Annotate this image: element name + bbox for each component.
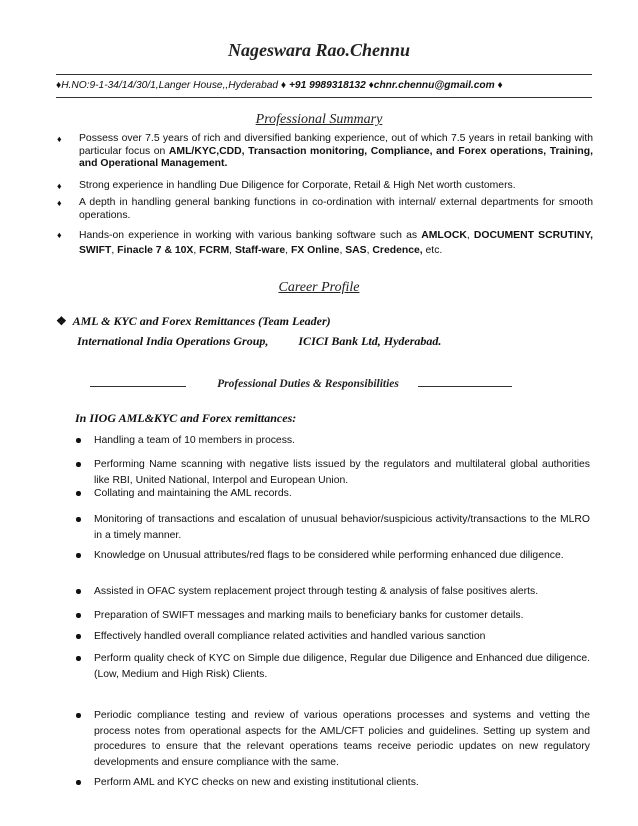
bullet-icon: [76, 656, 81, 661]
summary-title: Professional Summary: [255, 112, 383, 127]
summary-item: [57, 180, 597, 194]
diamond-bullet-icon: ♦: [57, 198, 62, 208]
summary-item: [57, 229, 597, 259]
summary-text: [79, 133, 593, 171]
bullet-icon: [76, 713, 81, 718]
t: Hands-on experience in working with various banking software such as: [79, 230, 422, 241]
contact-email: ♦chnr.chennu@gmail.com: [368, 80, 495, 91]
bullet-icon: [76, 589, 81, 594]
list-item-text: Collating and maintaining the AML records.: [94, 488, 292, 499]
career-title: Career Profile: [278, 280, 360, 295]
list-item-text: Effectively handled overall compliance related activities and handled various sanction: [94, 631, 486, 642]
bullet-icon: [76, 462, 81, 467]
contact-bar: [56, 74, 592, 98]
t: etc.: [422, 244, 443, 256]
t: ,: [193, 244, 200, 256]
list-item-text: Monitoring of transactions and escalation of unusual behavior/suspicious activity/transactions to the MLRO in a timely manner.: [94, 514, 590, 541]
t: Finacle 7 & 10X: [117, 244, 194, 256]
candidate-name: Nageswara Rao.Chennu: [227, 40, 411, 60]
t: FCRM: [199, 244, 230, 256]
summary-text-plain: Possess over 7.5 years of rich and diversified banking experience, out of which 7.5 years in retail banking with particular focus on: [79, 133, 593, 157]
t: ,: [366, 244, 373, 256]
bullet-icon: [76, 517, 81, 522]
t: ,: [466, 230, 474, 241]
t: ,: [111, 244, 118, 256]
list-item-text: Perform AML and KYC checks on new and existing institutional clients.: [94, 777, 419, 788]
org-name: International India Operations Group,: [77, 334, 269, 348]
list-item-text: Performing Name scanning with negative lists issued by the regulators and multilateral global authorities like RBI, United National, Interpol and European Union.: [94, 459, 590, 486]
t: Credence,: [372, 244, 423, 256]
four-diamond-bullet-icon: ❖: [56, 314, 67, 328]
summary-item: [57, 133, 597, 173]
summary-item: [57, 197, 597, 225]
duties-heading: [90, 378, 514, 394]
t: ,: [229, 244, 235, 256]
duties-title: Professional Duties & Responsibilities: [217, 378, 399, 390]
diamond-bullet-icon: ♦: [57, 230, 62, 240]
t: Staff-ware: [234, 244, 286, 256]
summary-text: Strong experience in handling Due Diligence for Corporate, Retail & High Net worth customers.: [79, 180, 516, 191]
list-item-text: Periodic compliance testing and review of various operations processes and systems and vetting the process notes from operational aspects for the AML/CFT policies and guidelines. Setting up system and procedures to ensure that the relevant operations teams receive periodic updates on new regulatory developments and ensure compliance with the same.: [94, 710, 590, 768]
career-org: [77, 334, 597, 349]
t: ,: [339, 244, 346, 256]
bank-name: ICICI Bank Ltd, Hyderabad.: [298, 334, 442, 348]
bullet-icon: [76, 438, 81, 443]
divider: [418, 386, 512, 387]
contact-address: ♦H.NO:9-1-34/14/30/1,Langer House,,Hyderabad ♦: [56, 80, 287, 91]
t: AMLOCK: [421, 230, 467, 241]
contact-end-mark: ♦: [497, 80, 503, 91]
bullet-icon: [76, 780, 81, 785]
list-item-text: Assisted in OFAC system replacement project through testing & analysis of false positives alerts.: [94, 586, 539, 597]
career-role-text: AML & KYC and Forex Remittances (Team Leader): [72, 314, 331, 328]
diamond-bullet-icon: ♦: [57, 181, 62, 191]
contact-phone: +91 9989318132: [288, 80, 366, 91]
t: SAS: [345, 244, 367, 256]
list-item-text: Knowledge on Unusual attributes/red flags to be considered while performing enhanced due diligence.: [94, 550, 564, 561]
t: ,: [285, 244, 291, 256]
bullet-icon: [76, 553, 81, 558]
t: FX Online: [290, 244, 340, 256]
duties-subhead: In IIOG AML&KYC and Forex remittances:: [75, 411, 297, 425]
summary-text: A depth in handling general banking functions in co-ordination with internal/ external departments for smooth operations.: [79, 197, 593, 221]
t: DOCUMENT SCRUTINY, SWIFT: [79, 230, 593, 256]
list-item-text: Perform quality check of KYC on Simple due diligence, Regular due Diligence and Enhanced due diligence. (Low, Medium and High Risk) Clients.: [94, 653, 590, 680]
career-role: [56, 314, 596, 329]
divider: [90, 386, 186, 387]
bullet-icon: [76, 634, 81, 639]
bullet-icon: [76, 491, 81, 496]
bullet-icon: [76, 613, 81, 618]
list-item-text: Handling a team of 10 members in process.: [94, 435, 295, 446]
list-item-text: Preparation of SWIFT messages and marking mails to beneficiary banks for customer details.: [94, 610, 524, 621]
summary-text: [79, 229, 593, 258]
diamond-bullet-icon: ♦: [57, 134, 62, 144]
summary-text-bold: AML/KYC,CDD, Transaction monitoring, Compliance, and Forex operations, Training, and Operational Management.: [79, 145, 593, 170]
